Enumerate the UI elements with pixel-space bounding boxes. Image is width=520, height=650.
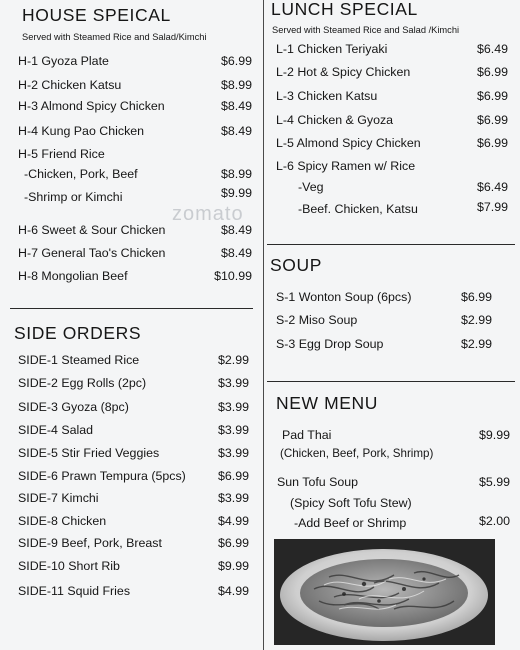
menu-item-name: SIDE-7 Kimchi — [18, 491, 99, 505]
menu-item-price: $2.99 — [460, 337, 492, 351]
menu-item-price: $3.99 — [217, 491, 249, 505]
menu-item-name: Sun Tofu Soup — [277, 475, 359, 489]
menu-item-name: H-8 Mongolian Beef — [18, 269, 128, 283]
menu-item-name: SIDE-1 Steamed Rice — [18, 353, 140, 367]
menu-item-name: H-7 General Tao's Chicken — [18, 246, 166, 260]
noodle-plate-illustration — [274, 539, 495, 645]
house-special-title: HOUSE SPEICAL — [22, 5, 171, 25]
menu-item-description: (Chicken, Beef, Pork, Shrimp) — [280, 447, 434, 460]
menu-item-name: SIDE-11 Squid Fries — [18, 584, 131, 598]
menu-item-price: $7.99 — [476, 200, 508, 214]
menu-item-name: S-2 Miso Soup — [276, 313, 358, 327]
menu-item-price: $2.99 — [217, 353, 249, 367]
new-menu-title: NEW MENU — [276, 393, 379, 413]
side-orders-title: SIDE ORDERS — [14, 323, 142, 343]
menu-item-price: $4.99 — [217, 584, 249, 598]
menu-item-price: $8.49 — [220, 223, 252, 237]
section-divider-left — [10, 308, 253, 309]
menu-item-price: $3.99 — [217, 446, 249, 460]
menu-item-price: $8.49 — [220, 246, 252, 260]
menu-item-description: (Spicy Soft Tofu Stew) — [290, 496, 412, 510]
menu-item-name: SIDE-5 Stir Fried Veggies — [18, 446, 160, 460]
menu-item-option: -Shrimp or Kimchi — [24, 190, 123, 204]
menu-item-price: $6.99 — [460, 290, 492, 304]
menu-item-option: -Veg — [298, 180, 324, 194]
menu-item-price: $9.99 — [220, 186, 252, 200]
menu-item-price: $3.99 — [217, 376, 249, 390]
menu-item-price: $6.99 — [476, 65, 508, 79]
column-divider — [263, 0, 264, 650]
menu-item-name: H-1 Gyoza Plate — [18, 54, 109, 68]
menu-item-price: $3.99 — [217, 423, 249, 437]
soup-title: SOUP — [270, 255, 322, 275]
menu-item-price: $10.99 — [214, 269, 252, 283]
menu-item-name: SIDE-9 Beef, Pork, Breast — [18, 536, 162, 550]
menu-item-name: H-6 Sweet & Sour Chicken — [18, 223, 166, 237]
menu-item-price: $8.49 — [220, 124, 252, 138]
menu-item-price: $8.99 — [220, 78, 252, 92]
menu-item-name: SIDE-3 Gyoza (8pc) — [18, 400, 129, 414]
house-special-subtitle: Served with Steamed Rice and Salad/Kimchi — [22, 32, 207, 42]
menu-item-name: L-4 Chicken & Gyoza — [276, 113, 394, 127]
watermark-text: zomato — [172, 203, 244, 225]
pad-thai-photo — [274, 539, 495, 645]
menu-item-price: $4.99 — [217, 514, 249, 528]
lunch-special-subtitle: Served with Steamed Rice and Salad /Kimchi — [272, 25, 460, 35]
menu-item-price: $3.99 — [217, 400, 249, 414]
menu-item-name: SIDE-6 Prawn Tempura (5pcs) — [18, 469, 186, 483]
menu-item-name: L-2 Hot & Spicy Chicken — [276, 65, 411, 79]
menu-item-price: $8.99 — [220, 167, 252, 181]
menu-item-price: $5.99 — [478, 475, 510, 489]
menu-item-price: $2.99 — [460, 313, 492, 327]
menu-item-name: H-2 Chicken Katsu — [18, 78, 122, 92]
menu-item-option: -Chicken, Pork, Beef — [24, 167, 138, 181]
menu-item-name: SIDE-10 Short Rib — [18, 559, 120, 573]
menu-item-name: L-5 Almond Spicy Chicken — [276, 136, 421, 150]
lunch-special-title: LUNCH SPECIAL — [271, 0, 418, 19]
section-divider-soup — [267, 381, 515, 382]
menu-item-name: H-5 Friend Rice — [18, 147, 105, 161]
menu-item-price: $8.49 — [220, 99, 252, 113]
menu-item-price: $6.49 — [476, 180, 508, 194]
menu-item-option: -Beef. Chicken, Katsu — [298, 202, 418, 216]
menu-item-price: $6.99 — [220, 54, 252, 68]
menu-item-name: H-4 Kung Pao Chicken — [18, 124, 145, 138]
menu-item-name: SIDE-8 Chicken — [18, 514, 107, 528]
menu-item-name: H-3 Almond Spicy Chicken — [18, 99, 165, 113]
menu-item-name: SIDE-4 Salad — [18, 423, 94, 437]
menu-item-price: $2.00 — [478, 514, 510, 528]
menu-item-price: $6.99 — [217, 536, 249, 550]
menu-item-name: L-3 Chicken Katsu — [276, 89, 378, 103]
menu-item-price: $6.49 — [476, 42, 508, 56]
menu-item-price: $6.99 — [476, 136, 508, 150]
menu-item-name: S-3 Egg Drop Soup — [276, 337, 384, 351]
menu-item-name: S-1 Wonton Soup (6pcs) — [276, 290, 412, 304]
menu-item-price: $9.99 — [478, 428, 510, 442]
menu-item-name: SIDE-2 Egg Rolls (2pc) — [18, 376, 147, 390]
menu-item-name: L-1 Chicken Teriyaki — [276, 42, 388, 56]
menu-item-option: -Add Beef or Shrimp — [294, 516, 407, 530]
menu-item-price: $6.99 — [476, 113, 508, 127]
menu-item-price: $6.99 — [476, 89, 508, 103]
section-divider-lunch — [267, 244, 515, 245]
menu-item-price: $6.99 — [217, 469, 249, 483]
menu-item-price: $9.99 — [217, 559, 249, 573]
menu-item-name: L-6 Spicy Ramen w/ Rice — [276, 159, 416, 173]
menu-item-name: Pad Thai — [282, 428, 332, 442]
